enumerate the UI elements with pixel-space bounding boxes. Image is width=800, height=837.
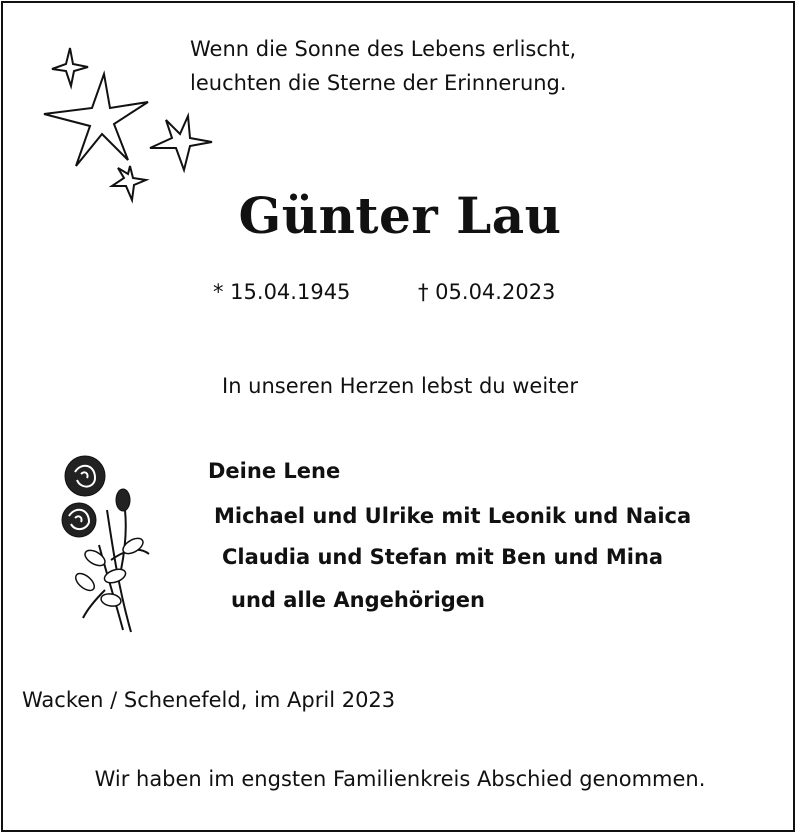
death-date: † 05.04.2023 bbox=[418, 280, 556, 304]
deceased-name: Günter Lau bbox=[238, 186, 562, 245]
birth-date: * 15.04.1945 bbox=[213, 280, 351, 304]
roses-icon bbox=[55, 450, 155, 640]
place-date: Wacken / Schenefeld, im April 2023 bbox=[22, 688, 396, 712]
quote-line-2: leuchten die Sterne der Erinnerung. bbox=[190, 71, 567, 95]
quote-line-1: Wenn die Sonne des Lebens erlischt, bbox=[190, 37, 577, 61]
mourner-line: Michael und Ulrike mit Leonik und Naica bbox=[214, 504, 692, 528]
stars-icon bbox=[38, 40, 220, 210]
mourner-line: Claudia und Stefan mit Ben und Mina bbox=[222, 545, 664, 569]
mourner-line: Deine Lene bbox=[208, 459, 341, 483]
farewell-note: Wir haben im engsten Familienkreis Abschied genommen. bbox=[94, 767, 706, 791]
mourner-line: und alle Angehörigen bbox=[231, 588, 485, 612]
motto: In unseren Herzen lebst du weiter bbox=[222, 374, 578, 398]
